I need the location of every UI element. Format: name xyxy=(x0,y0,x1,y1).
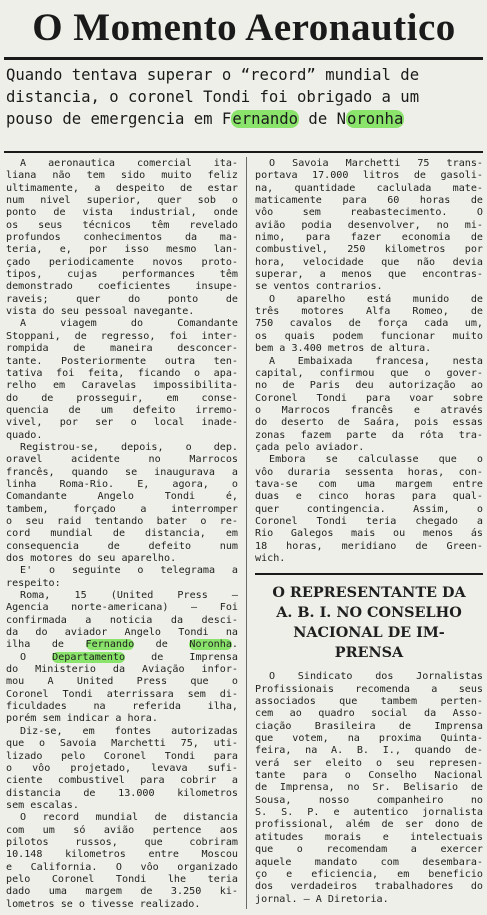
column-line: zonas fazem parte da róta tra- xyxy=(255,429,483,441)
highlight-departamento: Departamento xyxy=(52,651,126,663)
column-line: porém sem indicar a hora. xyxy=(6,713,158,725)
section-title-line: O REPRESENTANTE DA xyxy=(272,584,466,602)
column-line: tambem, forçado a interromper xyxy=(6,503,238,515)
column-line: quado. xyxy=(6,429,43,441)
column-line: distancia de 13.000 kilometros xyxy=(6,787,238,799)
line-text: . xyxy=(231,639,238,651)
subhead-line xyxy=(6,108,482,130)
column-line: dos motores do seu aparelho. xyxy=(6,553,177,564)
column-line: vista do seu pessoal navegante. xyxy=(6,306,195,318)
left-column xyxy=(6,158,238,911)
highlight-fernando: ernando xyxy=(232,110,299,128)
column-line: O Savoia Marchetti 75 trans- xyxy=(269,158,483,169)
column-line: A Embaixada francesa, nesta xyxy=(269,355,483,367)
column-line: S. S. P. e autentico jornalista xyxy=(255,807,483,819)
column-line: A aeronautica comercial ita- xyxy=(20,158,238,169)
column-line: O Sindicato dos Jornalistas xyxy=(269,671,483,683)
column-line: Stoppani, de regresso, foi inter- xyxy=(6,330,238,342)
column-line: quer contingencia. Assim, o xyxy=(255,503,483,515)
column-line: confirmada a noticia da desci- xyxy=(6,614,238,626)
section-title-line: A. B. I. NO CONSELHO xyxy=(276,604,462,622)
column-line: Coronel Tondi para voar sobre xyxy=(255,392,483,404)
column-line: profundos conhecimentos da ma- xyxy=(6,232,238,244)
column-line: cord mundial de distancia, em xyxy=(6,528,238,540)
column-line: o seu raid tentando bater o re- xyxy=(6,515,238,527)
line-text: ilha de xyxy=(6,639,86,651)
subhead-line: distancia, o coronel Tondi foi obrigado a um xyxy=(6,88,420,106)
right-column-body-a xyxy=(255,158,483,565)
column-line: os quais podem funcionar muito xyxy=(255,330,483,342)
column-line: bem a 3.400 metros de altura. xyxy=(255,343,432,355)
column-line: do Ministerio da Aviação infor- xyxy=(6,664,238,676)
column-line: maticamente para 60 horas de xyxy=(255,195,483,207)
column-line: na, quantidade caclulada mate- xyxy=(255,182,483,194)
column-line: oravel acidente no Marrocos xyxy=(6,454,238,466)
column-line: três motores Alfa Romeo, de xyxy=(255,306,483,318)
subhead-text: pouso de emergencia em F xyxy=(6,110,232,128)
column-line: mou A United Press que o xyxy=(6,676,238,688)
column-line: profissional, além de ser dono de xyxy=(255,819,483,831)
column-line: linha Roma-Rio. E, agora, o xyxy=(6,478,238,490)
right-column-body-b xyxy=(255,671,483,906)
line-text: O xyxy=(20,651,53,663)
left-column-body-b xyxy=(6,664,238,911)
highlight-noronha: oronha xyxy=(347,110,404,128)
column-line: se ventos contrarios. xyxy=(255,281,383,293)
column-line: associados que tambem perten- xyxy=(255,696,483,708)
column-line: do de prosseguir, em conse- xyxy=(6,392,238,404)
column-divider xyxy=(246,157,247,909)
column-line: capital, confirmou que o gover- xyxy=(255,367,483,379)
column-line: ponto de vista industrial, onde xyxy=(6,207,238,219)
column-line: lizado pelo Coronel Tondi para xyxy=(6,750,238,762)
column-line: Coronel Tondi teria chegado a xyxy=(255,515,483,527)
column-line: Roma, 15 (United Press — xyxy=(20,590,238,602)
column-line: sem escalas. xyxy=(6,799,79,811)
column-line: E' o seguinte o telegrama a xyxy=(20,565,238,577)
column-line: Sousa, nosso companheiro no xyxy=(255,794,483,806)
column-line: atitudes morais e intelectuais xyxy=(255,831,483,843)
column-line: tante para o Conselho Nacional xyxy=(255,770,483,782)
column-line: Diz-se, em fontes autorizadas xyxy=(20,725,238,737)
column-line: Profissionais recomenda a seus xyxy=(255,683,483,695)
column-line: no de Paris deu autorização ao xyxy=(255,380,483,392)
column-line: portava 17.000 litros de gasoli- xyxy=(255,170,483,182)
column-line: ciação Brasileira de Imprensa xyxy=(255,720,483,732)
column-line: e California. O vôo organizado xyxy=(6,861,238,873)
column-line: vôo sem reabastecimento. O xyxy=(255,207,483,219)
column-line: ciente combustivel para cobrir a xyxy=(6,775,238,787)
column-line: que o Savoia Marchetti 75, uti- xyxy=(6,738,238,750)
column-line: tava-se com uma margem entre xyxy=(255,478,483,490)
column-line: liana não tem sido muito feliz xyxy=(6,170,238,182)
column-line: avião podia desenvolver, no mi- xyxy=(255,219,483,231)
article-subhead xyxy=(6,64,482,150)
column-line: çado periodicamente novos proto- xyxy=(6,256,238,268)
column-line: Coronel Tondi aterrissara sem di- xyxy=(6,688,238,700)
column-line: num nivel superior, quer sob o xyxy=(6,195,238,207)
column-line: dos verdadeiros trabalhadores do xyxy=(255,881,483,893)
column-line: da do aviador Angelo Tondi na xyxy=(6,627,238,639)
column-line: 750 cavalos de força cada um, xyxy=(255,318,483,330)
column-line: que o recomendam a exercer xyxy=(255,844,483,856)
column-line: quencia de um defeito irremo- xyxy=(6,404,238,416)
column-line: que votem, na proxima Quinta- xyxy=(255,733,483,745)
column-line: combustivel, 250 kilometros por xyxy=(255,244,483,256)
column-line: pilotos russos, que cobriram xyxy=(6,836,238,848)
column-line: cem ao quadro social da Asso- xyxy=(255,708,483,720)
section-title-line: NACIONAL DE IM- xyxy=(293,624,445,642)
column-line: tipos, cujas performances têm xyxy=(6,269,238,281)
column-line: dado uma margem de 3.250 ki- xyxy=(6,886,238,898)
column-line: pelo Coronel Tondi lhe teria xyxy=(6,873,238,885)
column-line: O record mundial de distancia xyxy=(20,812,238,824)
column-line xyxy=(6,639,238,651)
column-line: duas e cinco horas para qual- xyxy=(255,491,483,503)
column-line: teria, e, por isso mesmo lan- xyxy=(6,244,238,256)
column-line: respeito: xyxy=(6,577,61,589)
column-line: os seus técnicos têm revelado xyxy=(6,219,238,231)
column-line: verá ser eleito o seu represen- xyxy=(255,757,483,769)
column-line: consequencia de defeito num xyxy=(6,540,238,552)
article-headline: O Momento Aeronautico xyxy=(32,6,456,49)
column-line: tante. Posteriormente outra ten- xyxy=(6,355,238,367)
section-rule xyxy=(255,573,483,575)
column-line: lometros se o tivesse realizado. xyxy=(6,898,201,910)
column-line: Rio Galegos mais ou menos ás xyxy=(255,528,483,540)
column-line: ço e eficiencia, em beneficio xyxy=(255,868,483,880)
column-line: tativa foi feita, ficando o apa- xyxy=(6,367,238,379)
headline-rule xyxy=(4,57,483,60)
column-line: O aparelho está munido de xyxy=(269,293,483,305)
subhead-rule xyxy=(4,151,483,153)
column-line: o vôo projetado, levava sufi- xyxy=(6,762,238,774)
subhead-line: Quando tentava superar o “record” mundial de xyxy=(6,66,420,84)
column-line: vivel, por ser o local inade- xyxy=(6,417,238,429)
section-title xyxy=(255,583,483,663)
column-line: ficuldades na referida ilha, xyxy=(6,701,238,713)
column-line xyxy=(6,652,238,664)
highlight-noronha: Noronha xyxy=(189,639,232,651)
line-text: de xyxy=(134,639,190,651)
column-line: com um só avião pertence aos xyxy=(6,824,238,836)
column-line: A viagem do Comandante xyxy=(20,318,238,330)
column-line: 10.148 kilometros entre Moscou xyxy=(6,849,238,861)
right-column xyxy=(255,158,483,906)
column-line: francês, quando se inaugurava a xyxy=(6,466,238,478)
column-line: 18 horas, meridiano de Green- xyxy=(255,540,483,552)
column-line: wich. xyxy=(255,553,286,564)
section-title-line: PRENSA xyxy=(334,644,404,662)
column-line: ultimamente, a despeito de estar xyxy=(6,182,238,194)
column-line: vôo duraria sessenta horas, con- xyxy=(255,466,483,478)
column-line: rompida de maneira desconcer- xyxy=(6,343,238,355)
left-column-body-a xyxy=(6,158,238,639)
column-line: Embora se calculasse que o xyxy=(269,454,483,466)
column-line: jornal. — A Diretoria. xyxy=(255,893,389,905)
column-line: demonstrado coeficientes insupe- xyxy=(6,281,238,293)
column-line: Registrou-se, depois, o dep. xyxy=(20,441,238,453)
column-line: feira, na A. B. I., quando de- xyxy=(255,745,483,757)
column-line: relho em Caravelas impossibilita- xyxy=(6,380,238,392)
column-line: nimo, para fazer economia de xyxy=(255,232,483,244)
column-line: o Marrocos francês e através xyxy=(255,404,483,416)
highlight-fernando: Fernando xyxy=(85,639,135,651)
column-line: de Imprensa, no Sr. Belisario de xyxy=(255,782,483,794)
column-line: hora, velocidade que não devia xyxy=(255,256,483,268)
column-line: superar, a menos que encontras- xyxy=(255,269,483,281)
column-line: raveis; quer do ponto de xyxy=(6,293,238,305)
column-line: Comandante Angelo Tondi é, xyxy=(6,491,238,503)
column-line: çada pelo aviador. xyxy=(255,441,365,453)
column-line: do deserto de Saára, pois essas xyxy=(255,417,483,429)
column-line: aquele mandato com desembara- xyxy=(255,856,483,868)
line-text: de Imprensa xyxy=(125,651,238,663)
column-line: Agencia norte-americana) — Foi xyxy=(6,602,238,614)
subhead-text: de N xyxy=(299,110,346,128)
